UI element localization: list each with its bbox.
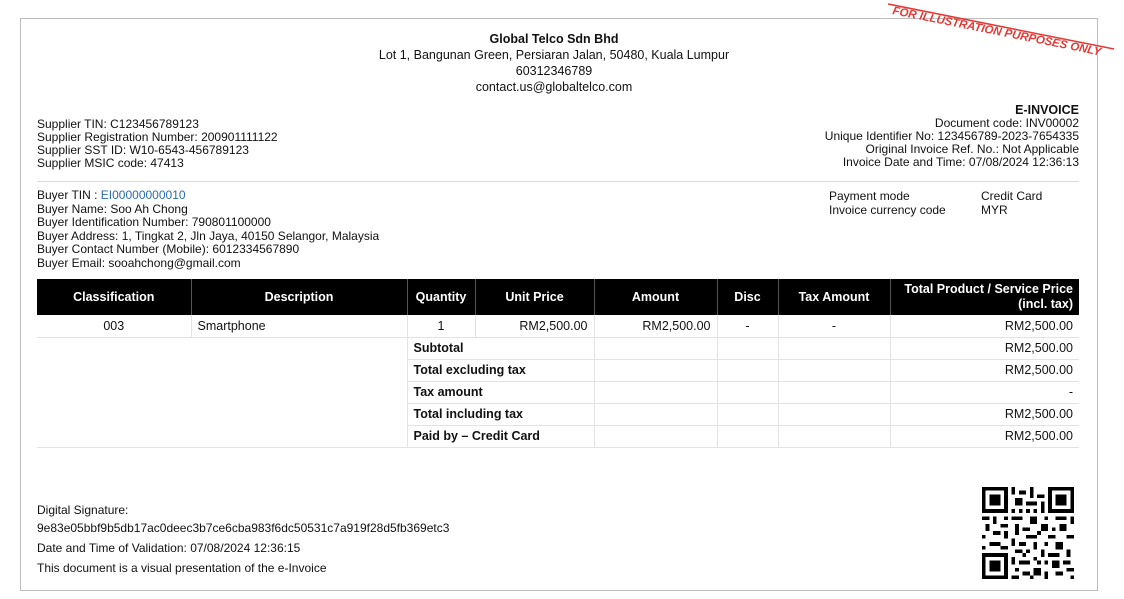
invoice-page bbox=[20, 18, 1098, 591]
header-total: Total Product / Service Price (incl. tax) bbox=[890, 279, 1079, 315]
cell-classification: 003 bbox=[37, 315, 191, 337]
summary-value: RM2,500.00 bbox=[890, 403, 1079, 425]
payment-mode-value: Credit Card bbox=[981, 189, 1043, 203]
company-name: Global Telco Sdn Bhd bbox=[489, 32, 619, 46]
summary-blank bbox=[37, 337, 407, 447]
summary-label: Subtotal bbox=[407, 337, 594, 359]
summary-value: RM2,500.00 bbox=[890, 425, 1079, 447]
header-tax-amount: Tax Amount bbox=[778, 279, 890, 315]
currency-code-label: Invoice currency code bbox=[829, 203, 946, 217]
einvoice-details bbox=[825, 104, 1079, 169]
header-disc: Disc bbox=[717, 279, 778, 315]
cell-unit-price: RM2,500.00 bbox=[475, 315, 594, 337]
cell-disc: - bbox=[717, 315, 778, 337]
buyer-name: Buyer Name: Soo Ah Chong bbox=[37, 201, 188, 216]
summary-label: Paid by – Credit Card bbox=[407, 425, 594, 447]
header-unit-price: Unit Price bbox=[475, 279, 594, 315]
cell-quantity: 1 bbox=[407, 315, 475, 337]
signature-section bbox=[37, 500, 449, 578]
buyer-tin-value: EI00000000010 bbox=[100, 188, 186, 202]
payment-mode-label: Payment mode bbox=[829, 189, 910, 203]
buyer-tin bbox=[37, 189, 379, 203]
illustration-stamp bbox=[888, 2, 1118, 59]
header-quantity: Quantity bbox=[407, 279, 475, 315]
supplier-sst: Supplier SST ID: W10-6543-456789123 bbox=[37, 143, 249, 157]
qr-code bbox=[982, 487, 1074, 579]
cell-description: Smartphone bbox=[191, 315, 407, 337]
unique-identifier: Unique Identifier No: 123456789-2023-7654335 bbox=[824, 129, 1079, 143]
buyer-address: Buyer Address: 1, Tingkat 2, Jln Jaya, 40150 Selangor, Malaysia bbox=[37, 228, 380, 243]
payment-details bbox=[829, 189, 1042, 217]
einvoice-title: E-INVOICE bbox=[1015, 103, 1079, 117]
summary-row-subtotal bbox=[37, 337, 1079, 359]
currency-code-value: MYR bbox=[981, 203, 1008, 217]
header-amount: Amount bbox=[594, 279, 717, 315]
invoice-date-time: Invoice Date and Time: 07/08/2024 12:36:13 bbox=[842, 155, 1079, 169]
summary-label: Total excluding tax bbox=[407, 359, 594, 381]
buyer-tin-label: Buyer TIN : bbox=[37, 188, 101, 202]
document-code: Document code: INV00002 bbox=[934, 116, 1079, 130]
illustration-watermark: FOR ILLUSTRATION PURPOSES ONLY bbox=[891, 5, 1102, 59]
cell-tax-amount: - bbox=[778, 315, 890, 337]
table-row bbox=[37, 315, 1079, 337]
buyer-id-number: Buyer Identification Number: 790801100000 bbox=[37, 215, 271, 229]
supplier-msic: Supplier MSIC code: 47413 bbox=[37, 156, 184, 170]
summary-label: Total including tax bbox=[407, 403, 594, 425]
supplier-details bbox=[37, 118, 278, 170]
summary-value: - bbox=[890, 381, 1079, 403]
summary-value: RM2,500.00 bbox=[890, 359, 1079, 381]
buyer-email: Buyer Email: sooahchong@gmail.com bbox=[37, 255, 241, 270]
original-invoice-ref: Original Invoice Ref. No.: Not Applicable bbox=[865, 142, 1079, 156]
table-header-row bbox=[37, 279, 1079, 315]
header-classification: Classification bbox=[37, 279, 191, 315]
supplier-tin: Supplier TIN: C123456789123 bbox=[37, 117, 199, 131]
signature-label: Digital Signature: bbox=[37, 503, 129, 517]
cell-amount: RM2,500.00 bbox=[594, 315, 717, 337]
cell-total: RM2,500.00 bbox=[890, 315, 1079, 337]
validation-date-time: Date and Time of Validation: 07/08/2024 12:36:15 bbox=[37, 541, 301, 555]
summary-label: Tax amount bbox=[407, 381, 594, 403]
buyer-contact: Buyer Contact Number (Mobile): 6012334567890 bbox=[37, 242, 300, 256]
summary-value: RM2,500.00 bbox=[890, 337, 1079, 359]
header-description: Description bbox=[191, 279, 407, 315]
buyer-details bbox=[37, 189, 379, 270]
divider bbox=[37, 181, 1079, 182]
company-email: contact.us@globaltelco.com bbox=[475, 80, 633, 94]
line-items-table bbox=[37, 279, 1079, 448]
signature-hash: 9e83e05bbf9b5db17ac0deec3b7ce6cba983f6dc50531c7a919f28d5fb369etc3 bbox=[37, 521, 450, 535]
supplier-registration: Supplier Registration Number: 200901111122 bbox=[37, 130, 278, 144]
company-address: Lot 1, Bangunan Green, Persiaran Jalan, 50480, Kuala Lumpur bbox=[378, 48, 730, 62]
company-phone: 60312346789 bbox=[515, 64, 593, 78]
visual-presentation-note: This document is a visual presentation of the e-Invoice bbox=[37, 561, 327, 575]
